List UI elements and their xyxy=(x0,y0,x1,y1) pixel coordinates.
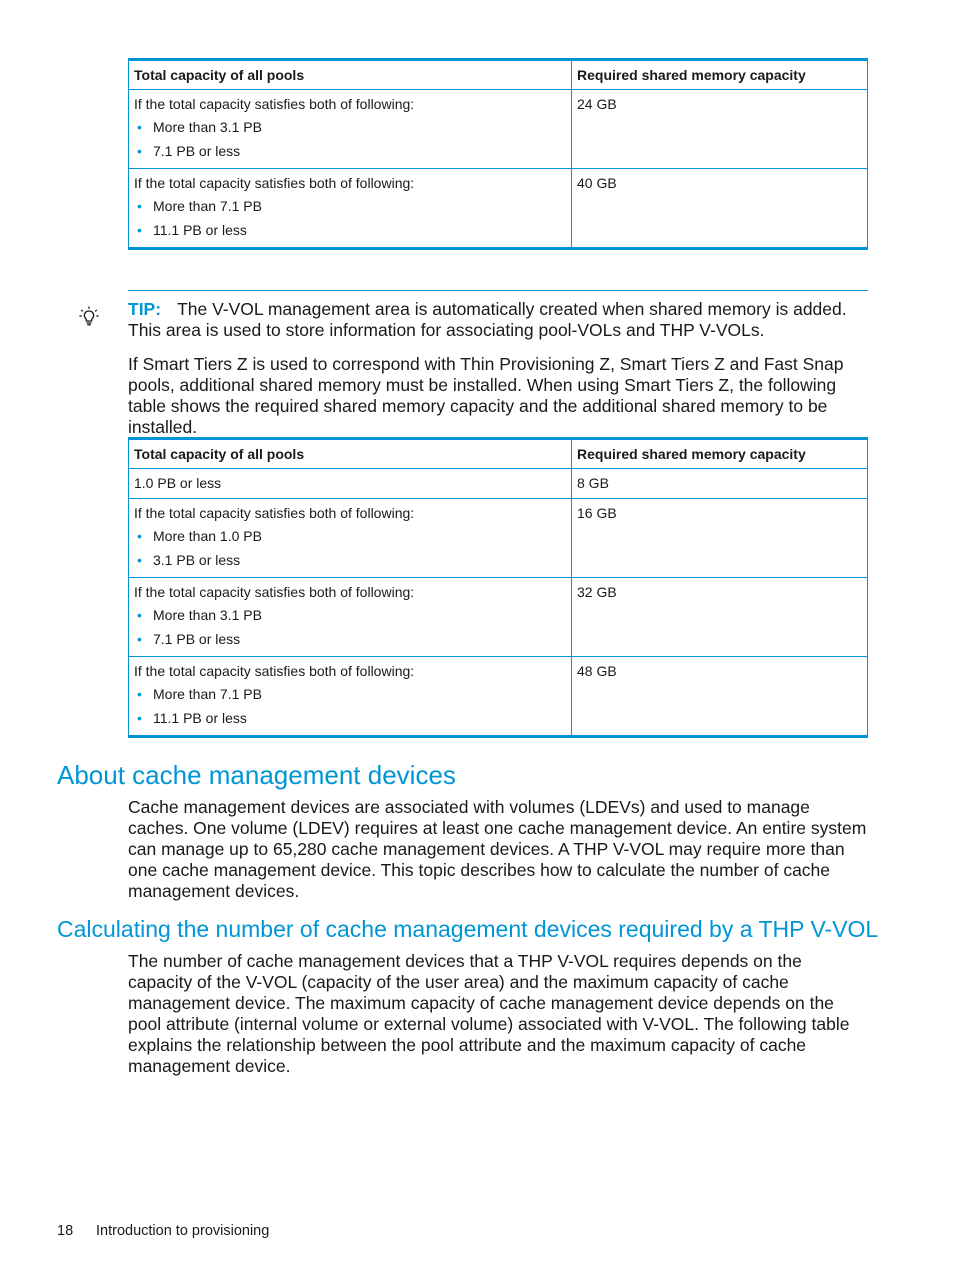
condition-text: If the total capacity satisfies both of following: xyxy=(134,663,415,679)
tip-label: TIP: xyxy=(128,299,162,319)
header-total-capacity: Total capacity of all pools xyxy=(129,439,572,469)
required-memory-cell: 8 GB xyxy=(572,469,868,499)
table-header-row xyxy=(129,60,868,90)
calculating-paragraph: The number of cache management devices that a THP V-VOL requires depends on the capacity of the V-VOL (capacity of the user area) and the maximum capacity of cache management device. The maximum capacity of cache management device depends on the pool attribute (internal volume or external volume) associated with V-VOL. The following table explains the relationship between the pool attribute and the maximum capacity of cache management device. xyxy=(128,951,850,1076)
condition-list-item: • 7.1 PB or less xyxy=(134,143,566,160)
condition-text: If the total capacity satisfies both of following: xyxy=(134,505,415,521)
condition-list xyxy=(134,607,566,648)
tip-note xyxy=(128,299,868,341)
condition-text: If the total capacity satisfies both of following: xyxy=(134,96,415,112)
required-memory-cell: 32 GB xyxy=(572,578,868,657)
required-memory-cell: 40 GB xyxy=(572,169,868,249)
condition-list-item: • More than 1.0 PB xyxy=(134,528,566,545)
shared-memory-table-2 xyxy=(128,437,868,738)
footer-title: Introduction to provisioning xyxy=(96,1223,270,1239)
condition-list xyxy=(134,119,566,160)
condition-list xyxy=(134,198,566,239)
table-row xyxy=(129,578,868,657)
condition-list-item: • 11.1 PB or less xyxy=(134,222,566,239)
required-memory-cell: 24 GB xyxy=(572,90,868,169)
condition-text: If the total capacity satisfies both of following: xyxy=(134,584,415,600)
capacity-condition-cell xyxy=(129,578,572,657)
capacity-condition-cell xyxy=(129,90,572,169)
tip-text: The V-VOL management area is automatically created when shared memory is added. This area is used to store information for associating pool-VOLs and THP V-VOLs. xyxy=(128,299,847,340)
capacity-condition-cell xyxy=(129,469,572,499)
page-number: 18 xyxy=(57,1223,74,1239)
condition-list-item: • 3.1 PB or less xyxy=(134,552,566,569)
table-row xyxy=(129,90,868,169)
condition-list-item: • More than 7.1 PB xyxy=(134,686,566,703)
condition-list-item: • 7.1 PB or less xyxy=(134,631,566,648)
cache-devices-paragraph: Cache management devices are associated with volumes (LDEVs) and used to manage caches. One volume (LDEV) requires at least one cache management device. An entire system can manage up to 65,280 cache management devices. A THP V-VOL may require more than one cache management device. This topic describes how to calculate the number of cache management devices. xyxy=(128,797,867,901)
header-required-memory: Required shared memory capacity xyxy=(572,439,868,469)
condition-text: 1.0 PB or less xyxy=(134,475,222,491)
table-row xyxy=(129,499,868,578)
table-row xyxy=(129,469,868,499)
tip-divider xyxy=(128,290,868,291)
lightbulb-icon xyxy=(78,305,100,327)
condition-list-item: • More than 3.1 PB xyxy=(134,607,566,624)
shared-memory-table-1 xyxy=(128,58,868,250)
section-heading-cache-devices: About cache management devices xyxy=(57,760,456,790)
condition-text: If the total capacity satisfies both of following: xyxy=(134,175,415,191)
condition-list-item: • More than 7.1 PB xyxy=(134,198,566,215)
required-memory-cell: 16 GB xyxy=(572,499,868,578)
header-total-capacity: Total capacity of all pools xyxy=(129,60,572,90)
condition-list xyxy=(134,686,566,727)
table-header-row xyxy=(129,439,868,469)
capacity-condition-cell xyxy=(129,657,572,737)
table-row xyxy=(129,657,868,737)
condition-list-item: • 11.1 PB or less xyxy=(134,710,566,727)
capacity-condition-cell xyxy=(129,499,572,578)
header-required-memory: Required shared memory capacity xyxy=(572,60,868,90)
table-row xyxy=(129,169,868,249)
condition-list-item: • More than 3.1 PB xyxy=(134,119,566,136)
table-body xyxy=(129,469,868,737)
smart-tiers-paragraph: If Smart Tiers Z is used to correspond with Thin Provisioning Z, Smart Tiers Z and Fast Snap pools, additional shared memory must be installed. When using Smart Tiers Z, the following table shows the required shared memory capacity and the additional shared memory to be installed. xyxy=(128,354,844,437)
required-memory-cell: 48 GB xyxy=(572,657,868,737)
condition-list xyxy=(134,528,566,569)
table-body xyxy=(129,90,868,249)
capacity-condition-cell xyxy=(129,169,572,249)
section-heading-calculating: Calculating the number of cache management devices required by a THP V-VOL xyxy=(57,916,879,942)
